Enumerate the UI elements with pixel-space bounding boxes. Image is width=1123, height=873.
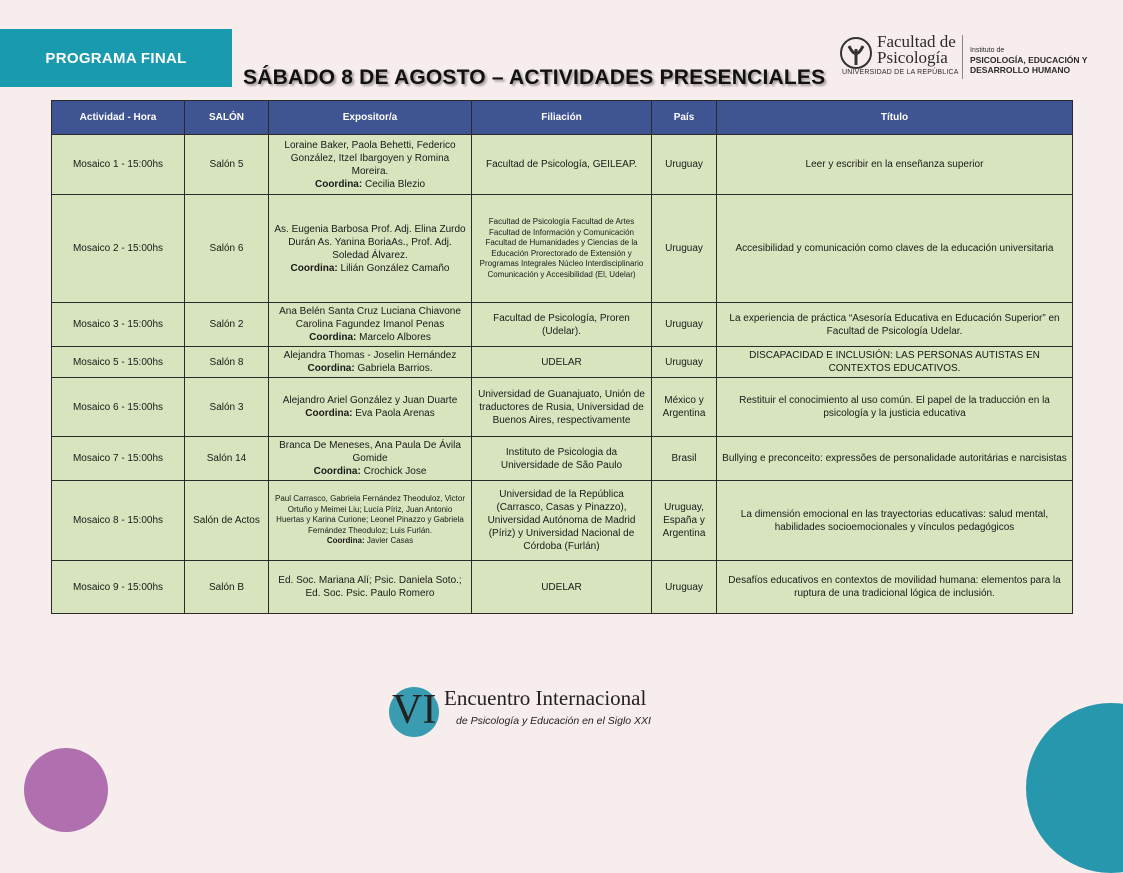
room-cell: Salón 5 <box>185 135 269 195</box>
country-cell: Brasil <box>652 437 717 481</box>
institute-prefix: Instituto de <box>970 47 1005 54</box>
coordinator-name: Eva Paola Arenas <box>355 408 435 419</box>
col-header-activity: Actividad - Hora <box>52 101 185 135</box>
coordinator-label: Coordina: <box>326 536 365 546</box>
coordinator-name: Marcelo Albores <box>359 332 431 343</box>
speakers-cell: Ed. Soc. Mariana Alí; Psic. Daniela Soto.; Ed. Soc. Psic. Paulo Romero <box>269 561 472 614</box>
institute-name <box>970 47 1095 75</box>
country-cell: Uruguay <box>652 347 717 378</box>
psychology-logo-icon <box>840 37 872 69</box>
speakers-cell <box>269 195 472 303</box>
activity-cell: Mosaico 1 - 15:00hs <box>52 135 185 195</box>
title-cell: Leer y escribir en la enseñanza superior <box>717 135 1073 195</box>
coordinator-name: Javier Casas <box>366 536 414 546</box>
institute-title: PSICOLOGÍA, EDUCACIÓN Y DESARROLLO HUMANO <box>970 55 1088 75</box>
room-cell: Salón de Actos <box>185 481 269 561</box>
table-header-row <box>52 101 1073 135</box>
affiliation-cell: UDELAR <box>472 347 652 378</box>
decorative-circle-left <box>24 748 108 832</box>
table-row <box>52 303 1073 347</box>
event-subtitle: de Psicología y Educación en el Siglo XXI <box>456 715 651 727</box>
speakers-cell <box>269 437 472 481</box>
affiliation-cell: Facultad de Psicología, Proren (Udelar). <box>472 303 652 347</box>
coordinator-label: Coordina: <box>314 178 363 190</box>
logo-divider <box>962 35 963 79</box>
activity-cell: Mosaico 3 - 15:00hs <box>52 303 185 347</box>
decorative-circle-right <box>1026 703 1123 873</box>
coordinator-label: Coordina: <box>290 262 338 274</box>
col-header-country: País <box>652 101 717 135</box>
activity-cell: Mosaico 6 - 15:00hs <box>52 378 185 437</box>
room-cell: Salón B <box>185 561 269 614</box>
table-row <box>52 481 1073 561</box>
affiliation-cell: UDELAR <box>472 561 652 614</box>
speakers-cell <box>269 303 472 347</box>
room-cell: Salón 14 <box>185 437 269 481</box>
event-title: Encuentro Internacional <box>444 686 647 710</box>
title-cell: DISCAPACIDAD E INCLUSIÓN: LAS PERSONAS AUTISTAS EN CONTEXTOS EDUCATIVOS. <box>717 347 1073 378</box>
country-cell: Uruguay <box>652 195 717 303</box>
activity-cell: Mosaico 8 - 15:00hs <box>52 481 185 561</box>
country-cell: Uruguay <box>652 561 717 614</box>
room-cell: Salón 8 <box>185 347 269 378</box>
speakers-cell <box>269 347 472 378</box>
title-cell: La experiencia de práctica “Asesoría Educativa en Educación Superior” en Facultad de Psicología Udelar. <box>717 303 1073 347</box>
activity-cell: Mosaico 2 - 15:00hs <box>52 195 185 303</box>
room-cell: Salón 3 <box>185 378 269 437</box>
coordinator-name: Crochick Jose <box>363 466 427 477</box>
speakers-cell <box>269 481 472 561</box>
title-cell: Restituir el conocimiento al uso común. El papel de la traducción en la psicología y la justicia educativa <box>717 378 1073 437</box>
speakers-text: Alejandro Ariel González y Juan Duarte <box>282 395 458 406</box>
col-header-speakers: Expositor/a <box>269 101 472 135</box>
coordinator-name: Lilián González Camaño <box>340 262 450 274</box>
affiliation-cell: Facultad de Psicología Facultad de Artes Facultad de Información y Comunicación Facultad de Humanidades y Ciencias de la Educación Prorectorado de Extensión y Programas Integrales Núcleo Interdisciplinario Comunicación y Accesibilidad (El, Udelar) <box>472 195 652 303</box>
coordinator-label: Coordina: <box>309 332 357 343</box>
col-header-title: Título <box>717 101 1073 135</box>
title-cell: Bullying e preconceito: expressões de personalidade autoritárias e narcisistas <box>717 437 1073 481</box>
activity-cell: Mosaico 5 - 15:00hs <box>52 347 185 378</box>
faculty-name <box>877 34 956 66</box>
table-row <box>52 135 1073 195</box>
university-name: UNIVERSIDAD DE LA REPÚBLICA <box>842 69 959 76</box>
page-title: SÁBADO 8 DE AGOSTO – ACTIVIDADES PRESENCIALES <box>243 66 826 89</box>
speakers-text: As. Eugenia Barbosa Prof. Adj. Elina Zurdo Durán As. Yanina BoriaAs., Prof. Adj. Soledad Álvarez. <box>274 223 466 261</box>
activity-cell: Mosaico 7 - 15:00hs <box>52 437 185 481</box>
country-cell: Uruguay <box>652 135 717 195</box>
program-badge: PROGRAMA FINAL <box>0 29 232 87</box>
edition-number: VI <box>392 687 437 733</box>
coordinator-label: Coordina: <box>307 363 355 374</box>
speakers-text: Paul Carrasco, Gabriela Fernández Theoduloz, Victor Ortuño y Meimei Liu; Lucía Píriz, Juan Antonio Huertas y Karina Curione; Leonel Pinazzo y Gabriela Fernández Theoduloz; Luis Furlán. <box>274 494 466 535</box>
speakers-text: Loraine Baker, Paola Behetti, Federico González, Itzel Ibargoyen y Romina Moreira. <box>284 139 456 177</box>
faculty-line-2: Psicología <box>877 48 948 67</box>
table-row <box>52 195 1073 303</box>
faculty-line-1: Facultad de <box>877 32 956 51</box>
affiliation-cell: Facultad de Psicología, GEILEAP. <box>472 135 652 195</box>
title-cell: Accesibilidad y comunicación como claves de la educación universitaria <box>717 195 1073 303</box>
country-cell: Uruguay, España y Argentina <box>652 481 717 561</box>
room-cell: Salón 6 <box>185 195 269 303</box>
affiliation-cell: Instituto de Psicologia da Universidade de São Paulo <box>472 437 652 481</box>
speakers-cell <box>269 378 472 437</box>
activity-cell: Mosaico 9 - 15:00hs <box>52 561 185 614</box>
room-cell: Salón 2 <box>185 303 269 347</box>
coordinator-name: Cecilia Blezio <box>364 178 426 190</box>
table-row <box>52 437 1073 481</box>
title-cell: La dimensión emocional en las trayectorias educativas: salud mental, habilidades socioemocionales y vínculos pedagógicos <box>717 481 1073 561</box>
speakers-text: Alejandra Thomas - Joselin Hernández <box>283 350 457 361</box>
speakers-cell <box>269 135 472 195</box>
faculty-logo <box>840 33 1090 83</box>
country-cell: Uruguay <box>652 303 717 347</box>
coordinator-label: Coordina: <box>313 466 361 477</box>
table-row <box>52 347 1073 378</box>
title-cell: Desafíos educativos en contextos de movilidad humana: elementos para la ruptura de una tradicional lógica de inclusión. <box>717 561 1073 614</box>
schedule-table <box>51 100 1073 614</box>
table-row <box>52 378 1073 437</box>
speakers-text: Ana Belén Santa Cruz Luciana Chiavone Carolina Fagundez Imanol Penas <box>279 306 461 330</box>
col-header-affiliation: Filiación <box>472 101 652 135</box>
coordinator-label: Coordina: <box>305 408 353 419</box>
affiliation-cell: Universidad de la República (Carrasco, Casas y Pinazzo), Universidad Autónoma de Madrid (Píriz) y Universidad Nacional de Córdoba (Furlán) <box>472 481 652 561</box>
coordinator-name: Gabriela Barrios. <box>357 363 433 374</box>
table-row <box>52 561 1073 614</box>
affiliation-cell: Universidad de Guanajuato, Unión de traductores de Rusia, Universidad de Buenos Aires, respectivamente <box>472 378 652 437</box>
col-header-room: SALÓN <box>185 101 269 135</box>
country-cell: México y Argentina <box>652 378 717 437</box>
speakers-text: Branca De Meneses, Ana Paula De Ávila Gomide <box>279 440 461 464</box>
